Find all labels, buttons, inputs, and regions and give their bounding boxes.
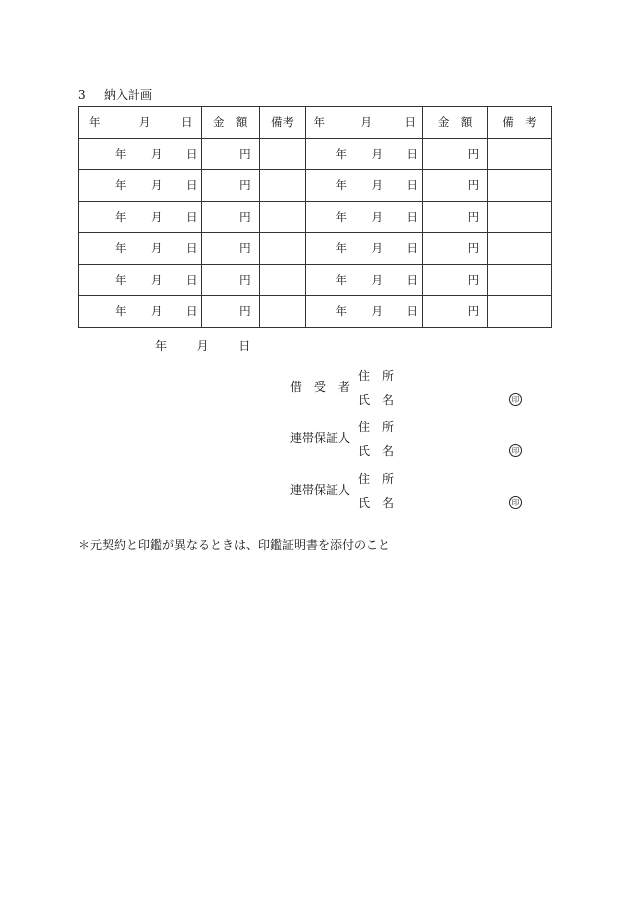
section-number: 3	[78, 88, 86, 102]
header-remarks-left: 備考	[259, 107, 306, 139]
row-month: 月	[151, 272, 163, 287]
row-month: 月	[371, 146, 383, 161]
header-amount-right: 金 額	[423, 107, 488, 139]
table-row	[79, 264, 552, 296]
amount-cell: 円	[201, 264, 259, 296]
remarks-cell	[259, 264, 306, 296]
date-cell	[79, 138, 202, 170]
row-year: 年	[335, 209, 347, 224]
amount-cell: 円	[423, 296, 488, 328]
signatory-role: 借 受 者	[290, 380, 351, 394]
row-year: 年	[335, 178, 347, 193]
amount-cell: 円	[423, 170, 488, 202]
date-day: 日	[238, 339, 251, 353]
remarks-cell	[259, 138, 306, 170]
row-day: 日	[406, 178, 418, 193]
date-cell	[306, 233, 423, 265]
date-cell	[79, 264, 202, 296]
header-date-right	[306, 107, 423, 139]
row-month: 月	[371, 178, 383, 193]
remarks-cell	[488, 296, 552, 328]
amount-cell: 円	[201, 138, 259, 170]
date-cell	[306, 170, 423, 202]
amount-cell: 円	[423, 138, 488, 170]
seal-icon: 印	[509, 393, 522, 406]
row-month: 月	[151, 178, 163, 193]
row-day: 日	[186, 272, 198, 287]
remarks-cell	[488, 170, 552, 202]
table-header-row	[79, 107, 552, 139]
row-day: 日	[406, 304, 418, 319]
row-year: 年	[115, 272, 127, 287]
row-day: 日	[406, 209, 418, 224]
signing-date	[155, 337, 250, 354]
header-day: 日	[404, 115, 416, 130]
seal-mark	[509, 391, 522, 406]
date-cell	[306, 138, 423, 170]
address-label: 住 所	[358, 472, 395, 486]
table-row	[79, 138, 552, 170]
row-day: 日	[186, 146, 198, 161]
date-cell	[306, 264, 423, 296]
row-day: 日	[186, 178, 198, 193]
remarks-cell	[488, 264, 552, 296]
row-month: 月	[151, 209, 163, 224]
date-cell	[79, 296, 202, 328]
amount-cell: 円	[201, 170, 259, 202]
remarks-cell	[259, 233, 306, 265]
row-year: 年	[115, 241, 127, 256]
seal-mark	[509, 494, 522, 509]
header-date-left	[79, 107, 202, 139]
table-row	[79, 296, 552, 328]
signatory-role: 連帯保証人	[290, 431, 351, 445]
header-month: 月	[360, 115, 372, 130]
row-month: 月	[371, 241, 383, 256]
remarks-cell	[259, 201, 306, 233]
seal-mark	[509, 442, 522, 457]
name-label: 氏 名	[358, 444, 395, 458]
delivery-plan-table	[78, 106, 552, 328]
date-cell	[79, 201, 202, 233]
seal-icon: 印	[509, 444, 522, 457]
row-year: 年	[335, 241, 347, 256]
amount-cell: 円	[423, 233, 488, 265]
row-month: 月	[371, 272, 383, 287]
seal-icon: 印	[509, 496, 522, 509]
row-day: 日	[406, 272, 418, 287]
address-label: 住 所	[358, 369, 395, 383]
date-cell	[79, 233, 202, 265]
date-year: 年	[155, 339, 168, 353]
row-year: 年	[335, 272, 347, 287]
date-cell	[306, 201, 423, 233]
row-day: 日	[406, 241, 418, 256]
amount-cell: 円	[201, 201, 259, 233]
date-cell	[79, 170, 202, 202]
header-amount-left: 金 額	[201, 107, 259, 139]
date-month: 月	[196, 339, 209, 353]
row-year: 年	[335, 304, 347, 319]
table-row	[79, 233, 552, 265]
section-heading	[78, 86, 152, 103]
address-label: 住 所	[358, 420, 395, 434]
footnote: ＊元契約と印鑑が異なるときは、印鑑証明書を添付のこと	[78, 538, 391, 552]
header-year: 年	[89, 115, 101, 130]
row-year: 年	[115, 178, 127, 193]
signatory-role: 連帯保証人	[290, 483, 351, 497]
amount-cell: 円	[201, 296, 259, 328]
row-month: 月	[151, 146, 163, 161]
amount-cell: 円	[423, 264, 488, 296]
header-remarks-right: 備 考	[488, 107, 552, 139]
header-month: 月	[139, 115, 151, 130]
name-label: 氏 名	[358, 393, 395, 407]
header-day: 日	[181, 115, 193, 130]
row-year: 年	[115, 209, 127, 224]
row-day: 日	[186, 209, 198, 224]
row-year: 年	[115, 146, 127, 161]
remarks-cell	[488, 233, 552, 265]
row-year: 年	[335, 146, 347, 161]
row-year: 年	[115, 304, 127, 319]
row-day: 日	[406, 146, 418, 161]
name-label: 氏 名	[358, 496, 395, 510]
row-month: 月	[371, 209, 383, 224]
remarks-cell	[259, 296, 306, 328]
remarks-cell	[488, 138, 552, 170]
table-row	[79, 170, 552, 202]
amount-cell: 円	[423, 201, 488, 233]
date-cell	[306, 296, 423, 328]
row-day: 日	[186, 304, 198, 319]
section-title: 納入計画	[104, 88, 153, 102]
remarks-cell	[259, 170, 306, 202]
amount-cell: 円	[201, 233, 259, 265]
header-year: 年	[313, 115, 325, 130]
table-row	[79, 201, 552, 233]
row-day: 日	[186, 241, 198, 256]
row-month: 月	[151, 304, 163, 319]
row-month: 月	[371, 304, 383, 319]
row-month: 月	[151, 241, 163, 256]
remarks-cell	[488, 201, 552, 233]
